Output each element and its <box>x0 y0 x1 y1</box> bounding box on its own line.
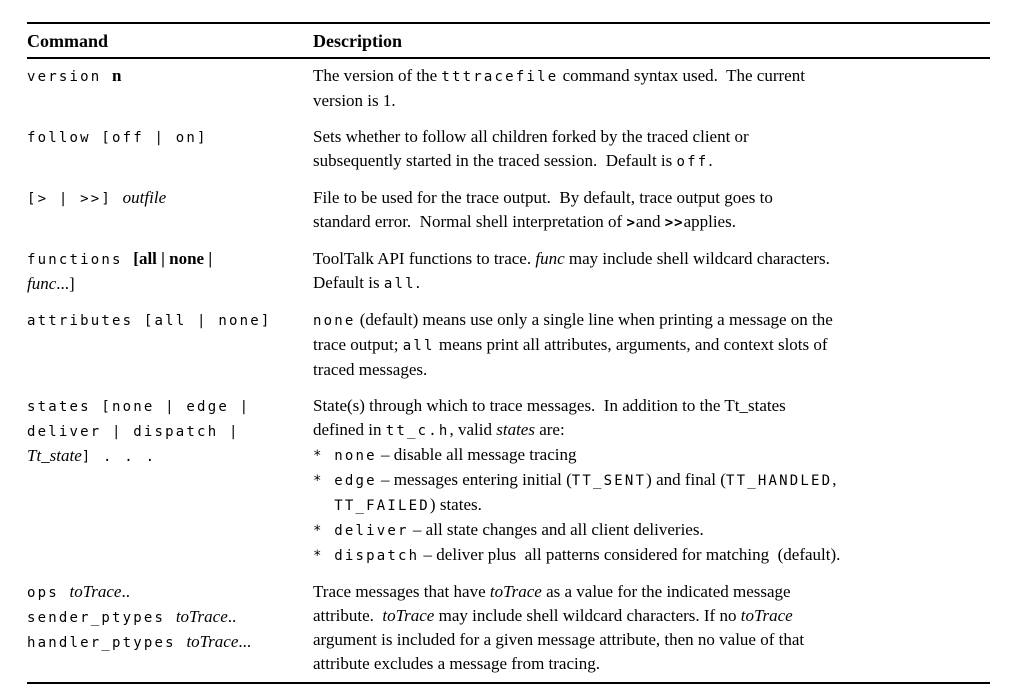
text-line <box>313 125 990 149</box>
text-segment-mono: tt_c.h <box>385 423 450 439</box>
text-line <box>313 628 990 652</box>
text-segment-italic: outfile <box>122 188 167 207</box>
text-line <box>313 89 990 113</box>
text-line <box>313 493 990 518</box>
text-segment-mono: attributes [all | none] <box>27 313 272 329</box>
text-segment-serif: command syntax used. The current <box>558 66 805 85</box>
text-segment-serif: . <box>415 273 420 292</box>
description-cell <box>313 308 990 382</box>
text-segment-serif: subsequently started in the traced session. Default is <box>313 151 677 170</box>
table-row <box>27 125 990 174</box>
command-cell <box>27 125 313 174</box>
text-segment-serif: State(s) through which to trace messages. In addition to the Tt_states <box>313 396 786 415</box>
description-cell <box>313 186 990 235</box>
text-segment-mono: TT_HANDLED <box>725 473 833 489</box>
table-row <box>27 186 990 235</box>
text-segment-serif: – deliver plus all patterns considered for matching (default). <box>419 545 841 564</box>
text-segment-mono: tttracefile <box>441 69 559 85</box>
text-line <box>313 308 990 333</box>
text-segment-mono: handler_ptypes <box>27 635 187 651</box>
text-line <box>313 149 990 174</box>
text-segment-italic: toTrace <box>740 606 793 625</box>
text-segment-mono: sender_ptypes <box>27 610 176 626</box>
command-cell <box>27 186 313 235</box>
table-row <box>27 64 990 113</box>
text-segment-serif: trace output; <box>313 335 403 354</box>
text-segment-italic: func <box>27 274 57 293</box>
command-cell <box>27 580 313 676</box>
text-segment-boldmono: > <box>626 215 636 231</box>
table-row <box>27 394 990 568</box>
column-header-command: Command <box>27 31 109 51</box>
text-line <box>313 247 990 271</box>
text-segment-bold: [all | none | <box>133 249 213 268</box>
text-segment-italic: toTrace <box>175 607 228 626</box>
text-segment-italic: toTrace <box>69 582 122 601</box>
text-line <box>313 64 990 89</box>
text-segment-serif: as a value for the indicated message <box>541 582 791 601</box>
text-segment-serif: Trace messages that have <box>313 582 490 601</box>
text-line <box>27 186 313 211</box>
text-segment-mono: * deliver <box>313 523 409 539</box>
description-cell <box>313 64 990 113</box>
text-segment-serif: .. <box>227 607 237 626</box>
text-line <box>27 272 313 296</box>
text-line <box>313 358 990 382</box>
text-segment-serif: ...] <box>56 274 75 293</box>
text-line <box>27 444 313 469</box>
text-segment-italic: func <box>535 249 565 268</box>
text-line <box>27 630 313 655</box>
text-segment-serif: . <box>708 151 713 170</box>
text-segment-serif: and <box>635 212 665 231</box>
text-line <box>27 308 313 333</box>
text-segment-mono: all <box>383 276 416 292</box>
text-segment-bold: n <box>112 66 122 85</box>
text-segment-mono: TT_FAILED <box>313 498 430 514</box>
table-row <box>27 580 990 676</box>
text-segment-mono: ops <box>27 585 70 601</box>
command-reference-table <box>27 22 990 684</box>
text-segment-serif: attribute excludes a message from tracing. <box>313 654 600 673</box>
text-segment-serif: ToolTalk API functions to trace. <box>313 249 536 268</box>
text-segment-italic: states <box>496 420 535 439</box>
text-segment-mono: follow [off | on] <box>27 130 208 146</box>
text-segment-serif: (default) means use only a single line when printing a message on the <box>355 310 833 329</box>
text-line <box>313 394 990 418</box>
text-segment-mono: TT_SENT <box>571 473 647 489</box>
text-line <box>313 210 990 235</box>
text-segment-italic: toTrace <box>489 582 542 601</box>
text-line <box>27 64 313 89</box>
text-segment-serif: standard error. Normal shell interpretation of <box>313 212 627 231</box>
text-segment-serif: are: <box>534 420 565 439</box>
text-segment-serif: The version of the <box>313 66 442 85</box>
text-line <box>27 419 313 444</box>
text-segment-mono: functions <box>27 252 134 268</box>
text-segment-italic: Tt_state <box>27 446 82 465</box>
table-row <box>27 247 990 296</box>
text-line <box>313 418 990 443</box>
text-segment-serif: ... <box>238 632 252 651</box>
text-line <box>313 443 990 468</box>
text-line <box>313 518 990 543</box>
text-segment-serif: File to be used for the trace output. By default, trace output goes to <box>313 188 773 207</box>
text-segment-serif: may include shell wildcard characters. <box>564 249 830 268</box>
text-segment-mono: ] . . . <box>81 449 157 465</box>
text-segment-serif: Default is <box>313 273 384 292</box>
text-segment-serif: Sets whether to follow all children forked by the traced client or <box>313 127 749 146</box>
text-segment-serif: means print all attributes, arguments, and context slots of <box>434 335 828 354</box>
text-segment-serif: .. <box>121 582 130 601</box>
text-line <box>313 604 990 628</box>
text-segment-serif: ) and final ( <box>646 470 726 489</box>
text-segment-serif: – disable all message tracing <box>376 445 577 464</box>
description-cell <box>313 580 990 676</box>
text-segment-mono: * edge <box>313 473 377 489</box>
command-cell <box>27 308 313 382</box>
table-body <box>27 64 990 676</box>
text-segment-serif: – all state changes and all client deliveries. <box>408 520 704 539</box>
description-cell <box>313 247 990 296</box>
text-segment-mono: none <box>313 313 356 329</box>
text-segment-boldmono: >> <box>664 215 684 231</box>
text-line <box>313 468 990 493</box>
text-segment-serif: defined in <box>313 420 386 439</box>
text-segment-mono: all <box>402 338 435 354</box>
text-line <box>313 271 990 296</box>
text-segment-serif: may include shell wildcard characters. If no <box>434 606 741 625</box>
text-line <box>313 652 990 676</box>
text-segment-serif: – messages entering initial ( <box>376 470 572 489</box>
table-row <box>27 308 990 382</box>
text-segment-mono: off <box>676 154 709 170</box>
command-cell <box>27 394 313 568</box>
text-segment-serif: ) states. <box>429 495 482 514</box>
text-line <box>313 580 990 604</box>
text-segment-mono: * dispatch <box>313 548 420 564</box>
column-header-description: Description <box>313 31 402 51</box>
text-segment-italic: toTrace <box>186 632 239 651</box>
text-segment-mono: states [none | edge | <box>27 399 251 415</box>
text-line <box>27 394 313 419</box>
text-segment-serif: argument is included for a given message attribute, then no value of that <box>313 630 805 649</box>
text-segment-serif: , valid <box>449 420 497 439</box>
command-cell <box>27 247 313 296</box>
text-line <box>27 247 313 272</box>
text-line <box>27 580 313 605</box>
description-cell <box>313 394 990 568</box>
table-header-row <box>27 24 990 59</box>
text-line <box>27 125 313 150</box>
text-segment-mono: [> | >>] <box>27 191 123 207</box>
text-segment-mono: * none <box>313 448 377 464</box>
text-segment-mono: version <box>27 69 113 85</box>
text-line <box>313 333 990 358</box>
text-segment-serif: traced messages. <box>313 360 428 379</box>
text-segment-serif: , <box>832 470 837 489</box>
text-segment-italic: toTrace <box>382 606 435 625</box>
command-cell <box>27 64 313 113</box>
text-segment-mono: deliver | dispatch | <box>27 424 240 440</box>
text-segment-serif: version is 1. <box>313 91 396 110</box>
text-line <box>313 186 990 210</box>
text-line <box>313 543 990 568</box>
text-segment-serif: applies. <box>683 212 736 231</box>
text-line <box>27 605 313 630</box>
description-cell <box>313 125 990 174</box>
text-segment-serif: attribute. <box>313 606 383 625</box>
